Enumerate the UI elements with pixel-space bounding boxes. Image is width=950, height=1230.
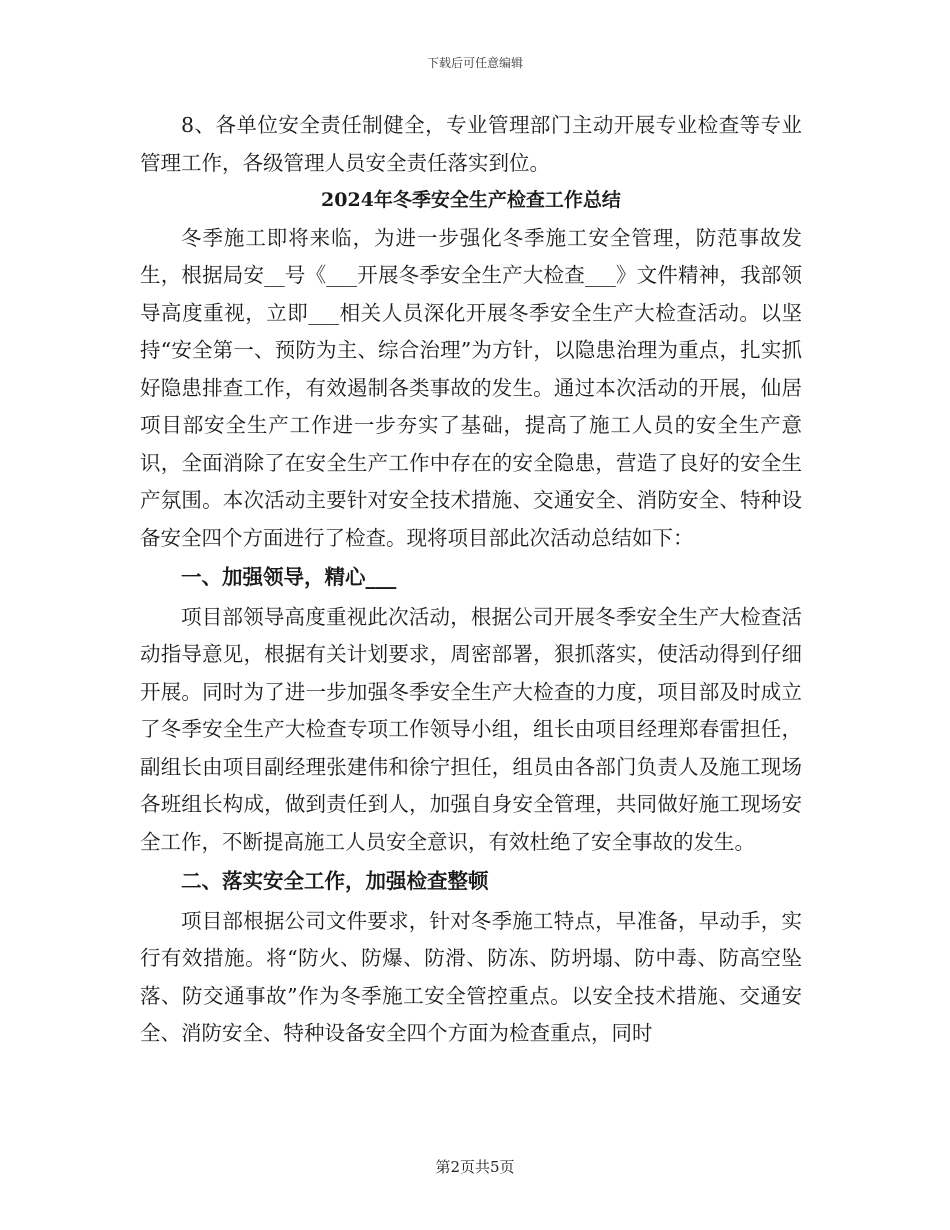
document-title: 2024年冬季安全生产检查工作总结	[321, 189, 621, 211]
section-heading-2: 二、落实安全工作，加强检查整顿	[181, 869, 489, 893]
intro-item-paragraph: 8、各单位安全责任制健全，专业管理部门主动开展专业检查等专业管理工作，各级管理人员安全责任落实到位。	[140, 113, 802, 175]
section-heading-1: 一、加强领导，精心___	[181, 565, 397, 589]
intro-paragraph: 冬季施工即将来临，为进一步强化冬季施工安全管理，防范事故发生，根据局安__号《___开展冬季安全生产大检查___》文件精神，我部领导高度重视，立即___相关人员深化开展冬季安全生产大检查活动。以坚持“安全第一、预防为主、综合治理”为方针，以隐患治理为重点，扎实抓好隐患排查工作，有效遏制各类事故的发生。通过本次活动的开展，仙居项目部安全生产工作进一步夯实了基础，提高了施工人员的安全生产意识，全面消除了在安全生产工作中存在的安全隐患，营造了良好的安全生产氛围。本次活动主要针对安全技术措施、交通安全、消防安全、特种设备安全四个方面进行了检查。现将项目部此次活动总结如下：	[140, 225, 802, 550]
document-body	[140, 107, 802, 1053]
page-header: 下载后可任意编辑	[426, 56, 523, 70]
section-2-paragraph: 项目部根据公司文件要求，针对冬季施工特点，早准备，早动手，实行有效措施。将“防火、防爆、防滑、防冻、防坍塌、防中毒、防高空坠落、防交通事故”作为冬季施工安全管控重点。以安全技术措施、交通安全、消防安全、特种设备安全四个方面为检查重点，同时	[140, 908, 802, 1045]
section-1-paragraph: 项目部领导高度重视此次活动，根据公司开展冬季安全生产大检查活动指导意见，根据有关计划要求，周密部署，狠抓落实，使活动得到仔细开展。同时为了进一步加强冬季安全生产大检查的力度，项目部及时成立了冬季安全生产大检查专项工作领导小组，组长由项目经理郑春雷担任，副组长由项目副经理张建伟和徐宁担任，组员由各部门负责人及施工现场各班组长构成，做到责任到人，加强自身安全管理，共同做好施工现场安全工作，不断提高施工人员安全意识，有效杜绝了安全事故的发生。	[140, 604, 802, 854]
page-footer: 第2页共5页	[435, 1158, 515, 1176]
